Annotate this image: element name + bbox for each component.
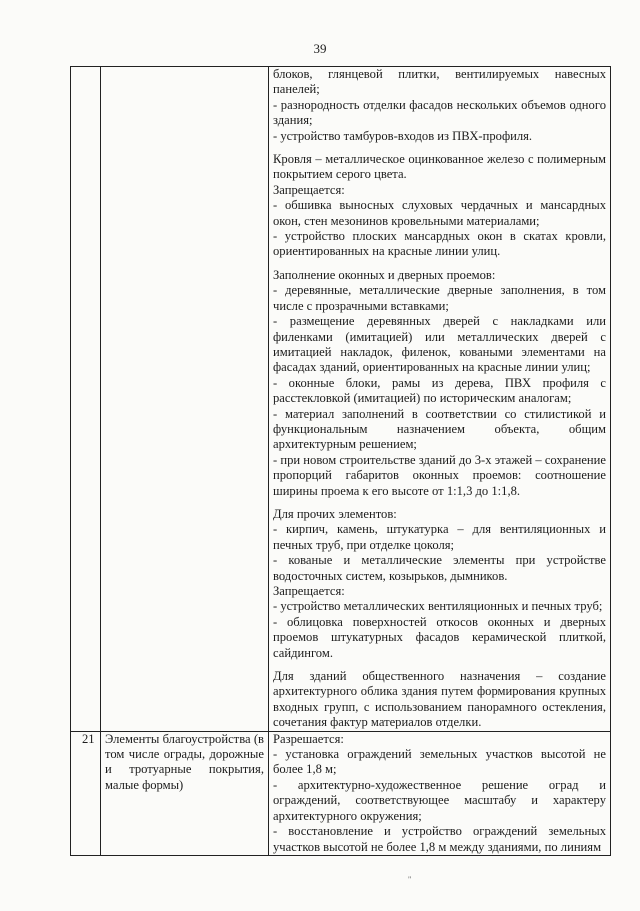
- table-row: [71, 67, 611, 732]
- text-line: - материал заполнений в соответствии со стилистикой и функциональным назначением объекта, общим архитектурным решением;: [273, 406, 606, 452]
- text-line: - размещение деревянных дверей с накладками или филенками (имитацией) или металлических дверей с имитацией накладок, филенок, коваными элементами на фасадах зданий, ориентированных на красные линии улиц;: [273, 314, 606, 375]
- row-number-cell: 21: [71, 731, 101, 855]
- text-line: - кирпич, камень, штукатурка – для вентиляционных и печных труб, при отделке цоколя;: [273, 522, 606, 552]
- text-line: - архитектурно-художественное решение оград и ограждений, соответствующее масштабу и характеру архитектурного окружения;: [273, 777, 606, 823]
- text-line: - кованые и металлические элементы при устройстве водосточных систем, козырьков, дымников.: [273, 553, 606, 583]
- regulations-table: [70, 66, 611, 856]
- text-line: - восстановление и устройство ограждений земельных участков высотой не более 1,8 м между зданиями, по линиям: [273, 824, 606, 854]
- text-line: - оконные блоки, рамы из дерева, ПВХ профиля с расстекловкой (имитацией) по историческим аналогам;: [273, 375, 606, 406]
- text-line: - установка ограждений земельных участков высотой не более 1,8 м;: [273, 747, 606, 777]
- roof-block: [273, 152, 606, 260]
- text-line: Заполнение оконных и дверных проемов:: [273, 267, 496, 282]
- public-buildings-block: [273, 669, 606, 731]
- table-row: [71, 731, 611, 855]
- element-name-cell: Элементы благоустройства (в том числе ограды, дорожные и тротуарные покрытия, малые формы): [101, 731, 269, 855]
- openings-block: [273, 268, 606, 499]
- row-number-cell: [71, 67, 101, 732]
- text-line: - разнородность отделки фасадов нескольких объемов одного здания;: [273, 97, 606, 128]
- text-line: Разрешается:: [273, 731, 344, 746]
- scan-mark: ": [408, 875, 412, 884]
- text-line: - облицовка поверхностей откосов оконных и дверных проемов штукатурных фасадов керамической плиткой, сайдингом.: [273, 614, 606, 660]
- requirements-cell: [269, 731, 611, 855]
- requirements-cell: [269, 67, 611, 732]
- text-line: - при новом строительстве зданий до 3-х этажей – сохранение пропорций габаритов оконных проемов: соотношение ширины проема к его высоте от 1:1,3 до 1:1,8.: [273, 452, 606, 498]
- text-line: блоков, глянцевой плитки, вентилируемых навесных панелей;: [273, 67, 606, 97]
- other-elements-block: [273, 507, 606, 661]
- text-line: - деревянные, металлические дверные заполнения, в том числе с прозрачными вставками;: [273, 283, 606, 313]
- text-line: - обшивка выносных слуховых чердачных и мансардных окон, стен мезонинов кровельными материалами;: [273, 198, 606, 228]
- text-line: Кровля – металлическое оцинкованное железо с полимерным покрытием серого цвета.: [273, 152, 606, 182]
- facade-block: [273, 67, 606, 144]
- text-line: Для зданий общественного назначения – создание архитектурного облика здания путем формирования крупных входных групп, с использованием панорамного остекления, сочетания фактур материалов отделки.: [273, 669, 606, 730]
- text-line: - устройство металлических вентиляционных и печных труб;: [273, 599, 603, 614]
- text-line: Для прочих элементов:: [273, 506, 397, 521]
- text-line: - устройство тамбуров-входов из ПВХ-профиля.: [273, 128, 533, 143]
- text-line: Запрещается:: [273, 584, 345, 598]
- element-name-cell: [101, 67, 269, 732]
- text-line: - устройство плоских мансардных окон в скатах кровли, ориентированных на красные линии улиц.: [273, 229, 606, 259]
- page-number: 39: [313, 41, 327, 56]
- text-line: Запрещается:: [273, 182, 345, 197]
